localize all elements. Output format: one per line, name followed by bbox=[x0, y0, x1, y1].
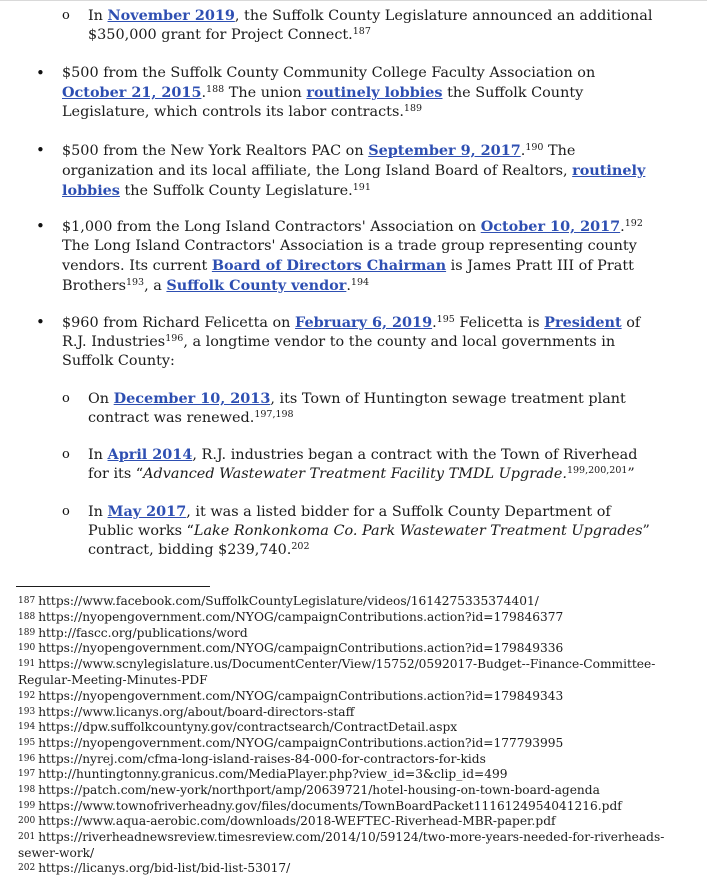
footnote: 195 https://nyopengovernment.com/NYOG/campaignContributions.action?id=177793995 bbox=[18, 736, 564, 750]
footnote: 197 http://huntingtonny.granicus.com/MediaPlayer.php?view_id=3&clip_id=499 bbox=[18, 767, 508, 781]
link-december-10-2013[interactable]: December 10, 2013 bbox=[113, 390, 271, 407]
footnote-ref[interactable]: 199,200,201 bbox=[566, 465, 628, 476]
link-president[interactable]: President bbox=[544, 314, 622, 331]
footnote-url[interactable]: https://patch.com/new-york/northport/amp/20639721/hotel-housing-on-town-board-agenda bbox=[38, 783, 600, 797]
page-top-border bbox=[0, 0, 707, 1]
footnote: 188 https://nyopengovernment.com/NYOG/campaignContributions.action?id=179846377 bbox=[18, 610, 564, 624]
footnote: 189 http://fascc.org/publications/word bbox=[18, 626, 248, 640]
footnote-url[interactable]: https://nyopengovernment.com/NYOG/campaignContributions.action?id=179849336 bbox=[38, 641, 564, 655]
footnote: 191 https://www.scnylegislature.us/DocumentCenter/View/15752/0592017-Budget--Finance-Committee-Regular-Meeting-Minutes-PDF bbox=[18, 657, 656, 687]
link-october-21-2015[interactable]: October 21, 2015 bbox=[62, 84, 202, 101]
footnote-url[interactable]: https://riverheadnewsreview.timesreview.com/2014/10/59124/two-more-years-needed-for-riverheads-sewer-work/ bbox=[18, 830, 665, 860]
link-september-9-2017[interactable]: September 9, 2017 bbox=[368, 142, 521, 159]
footnote-ref[interactable]: 195 bbox=[436, 314, 455, 325]
list-item-faculty-association: $500 from the Suffolk County Community College Faculty Association on October 21, 2015.$^{188}$ The union routinely lobbies the Suffolk County Legislature, which controls its labor contracts.$^{189}$ bbox=[62, 65, 596, 120]
footnote: 192 https://nyopengovernment.com/NYOG/campaignContributions.action?id=179849343 bbox=[18, 689, 564, 703]
footnote-ref[interactable]: 188 bbox=[206, 84, 225, 95]
link-october-10-2017[interactable]: October 10, 2017 bbox=[480, 218, 621, 235]
footnote-ref[interactable]: 187 bbox=[352, 26, 371, 37]
footnote-separator bbox=[16, 586, 210, 587]
list-item-project-connect: In November 2019, the Suffolk County Legislature announced an additional $350,000 grant for Project Connect.$^{187}$ bbox=[88, 7, 653, 43]
list-item-lake-ronkonkoma-bid: In May 2017, it was a listed bidder for a Suffolk County Department of Public works “Lake Ronkonkoma Co. Park Wastewater Treatment Upgrades” contract, bidding $239,740.$^{202}$ bbox=[88, 503, 650, 558]
footnote: 194 https://dpw.suffolkcountyny.gov/contractsearch/ContractDetail.aspx bbox=[18, 720, 458, 734]
list-item-realtors-pac: $500 from the New York Realtors PAC on September 9, 2017.$^{190}$ The organization and its local affiliate, the Long Island Board of Realtors, routinely lobbies the Suffolk County Legislature.$^{191}$ bbox=[62, 142, 646, 199]
footnote-ref[interactable]: 189 bbox=[403, 103, 423, 114]
footnote: 200 https://www.aqua-aerobic.com/downloads/2018-WEFTEC-Riverhead-MBR-paper.pdf bbox=[18, 814, 556, 828]
footnote-url[interactable]: http://fascc.org/publications/word bbox=[38, 626, 248, 640]
sub-bullet-marker: o bbox=[62, 391, 70, 406]
footnote-url[interactable]: https://dpw.suffolkcountyny.gov/contractsearch/ContractDetail.aspx bbox=[38, 720, 458, 734]
footnote-ref[interactable]: 191 bbox=[352, 182, 371, 193]
footnote-url[interactable]: https://www.scnylegislature.us/DocumentCenter/View/15752/0592017-Budget--Finance-Committee-Regular-Meeting-Minutes-PDF bbox=[18, 657, 656, 687]
footnote-url[interactable]: https://www.aqua-aerobic.com/downloads/2018-WEFTEC-Riverhead-MBR-paper.pdf bbox=[38, 814, 556, 828]
footnote: 193 https://www.licanys.org/about/board-directors-staff bbox=[18, 705, 355, 719]
sub-bullet-marker: o bbox=[62, 8, 70, 23]
footnote-url[interactable]: https://www.townofriverheadny.gov/files/documents/TownBoardPacket1116124954041216.pdf bbox=[38, 799, 622, 813]
footnote-ref[interactable]: 196 bbox=[165, 333, 184, 344]
list-item-riverhead-contract: In April 2014, R.J. industries began a contract with the Town of Riverhead for its “Advanced Wastewater Treatment Facility TMDL Upgrade.$^{199,200,201}$” bbox=[88, 446, 638, 482]
list-item-contractors-association: $1,000 from the Long Island Contractors' Association on October 10, 2017.$^{192}$ The Long Island Contractors' Association is a trade group representing county vendors. Its current Board of Directors Chairman is James Pratt III of Pratt Brothers$^{193}$, a Suffolk County vendor.$^{194}$ bbox=[62, 218, 643, 294]
footnote-url[interactable]: http://huntingtonny.granicus.com/MediaPlayer.php?view_id=3&clip_id=499 bbox=[38, 767, 508, 781]
link-suffolk-county-vendor[interactable]: Suffolk County vendor bbox=[166, 277, 347, 294]
link-routinely-lobbies[interactable]: routinely lobbies bbox=[62, 162, 646, 199]
sub-bullet-marker: o bbox=[62, 447, 70, 462]
footnote-ref[interactable]: 192 bbox=[624, 218, 643, 229]
footnote: 190 https://nyopengovernment.com/NYOG/campaignContributions.action?id=179849336 bbox=[18, 641, 564, 655]
bullet-marker: • bbox=[36, 141, 45, 159]
footnote-url[interactable]: https://nyrej.com/cfma-long-island-raises-84-000-for-contractors-for-kids bbox=[38, 752, 486, 766]
footnote: 198 https://patch.com/new-york/northport/amp/20639721/hotel-housing-on-town-board-agenda bbox=[18, 783, 600, 797]
link-routinely-lobbies[interactable]: routinely lobbies bbox=[306, 84, 443, 101]
bullet-marker: • bbox=[36, 313, 45, 331]
footnote-url[interactable]: https://nyopengovernment.com/NYOG/campaignContributions.action?id=179849343 bbox=[38, 689, 564, 703]
link-may-2017[interactable]: May 2017 bbox=[107, 503, 187, 520]
footnote-url[interactable]: https://licanys.org/bid-list/bid-list-53017/ bbox=[38, 861, 291, 875]
footnote: 199 https://www.townofriverheadny.gov/files/documents/TownBoardPacket1116124954041216.pdf bbox=[18, 799, 622, 813]
footnote-url[interactable]: https://nyopengovernment.com/NYOG/campaignContributions.action?id=179846377 bbox=[38, 610, 564, 624]
footnote: 187 https://www.facebook.com/SuffolkCountyLegislature/videos/1614275335374401/ bbox=[18, 594, 539, 608]
list-item-felicetta: $960 from Richard Felicetta on February 6, 2019.$^{195}$ Felicetta is President of R.J. Industries$^{196}$, a longtime vendor to the county and local governments in Suffolk County: bbox=[62, 314, 641, 369]
bullet-marker: • bbox=[36, 217, 45, 235]
list-item-huntington-contract: On December 10, 2013, its Town of Huntington sewage treatment plant contract was renewed.$^{197,198}$ bbox=[88, 390, 626, 426]
bullet-marker: • bbox=[36, 64, 45, 82]
footnote-ref[interactable]: 190 bbox=[525, 142, 544, 153]
link-april-2014[interactable]: April 2014 bbox=[107, 446, 193, 463]
link-board-of-directors-chairman[interactable]: Board of Directors Chairman bbox=[211, 257, 447, 274]
link-november-2019[interactable]: November 2019 bbox=[107, 7, 235, 24]
footnote: 202 https://licanys.org/bid-list/bid-list-53017/ bbox=[18, 861, 291, 875]
link-february-6-2019[interactable]: February 6, 2019 bbox=[295, 314, 433, 331]
footnote-ref[interactable]: 202 bbox=[291, 541, 310, 552]
footnote-url[interactable]: https://www.licanys.org/about/board-directors-staff bbox=[38, 705, 355, 719]
footnote-ref[interactable]: 197,198 bbox=[254, 409, 294, 420]
footnote-ref[interactable]: 194 bbox=[350, 277, 370, 288]
footnote-url[interactable]: https://www.facebook.com/SuffolkCountyLegislature/videos/1614275335374401/ bbox=[38, 594, 539, 608]
footnote-url[interactable]: https://nyopengovernment.com/NYOG/campaignContributions.action?id=177793995 bbox=[38, 736, 564, 750]
footnote-ref[interactable]: 193 bbox=[125, 277, 145, 288]
footnote: 196 https://nyrej.com/cfma-long-island-raises-84-000-for-contractors-for-kids bbox=[18, 752, 486, 766]
sub-bullet-marker: o bbox=[62, 504, 70, 519]
footnote: 201 https://riverheadnewsreview.timesreview.com/2014/10/59124/two-more-years-needed-for-riverheads-sewer-work/ bbox=[18, 830, 665, 860]
